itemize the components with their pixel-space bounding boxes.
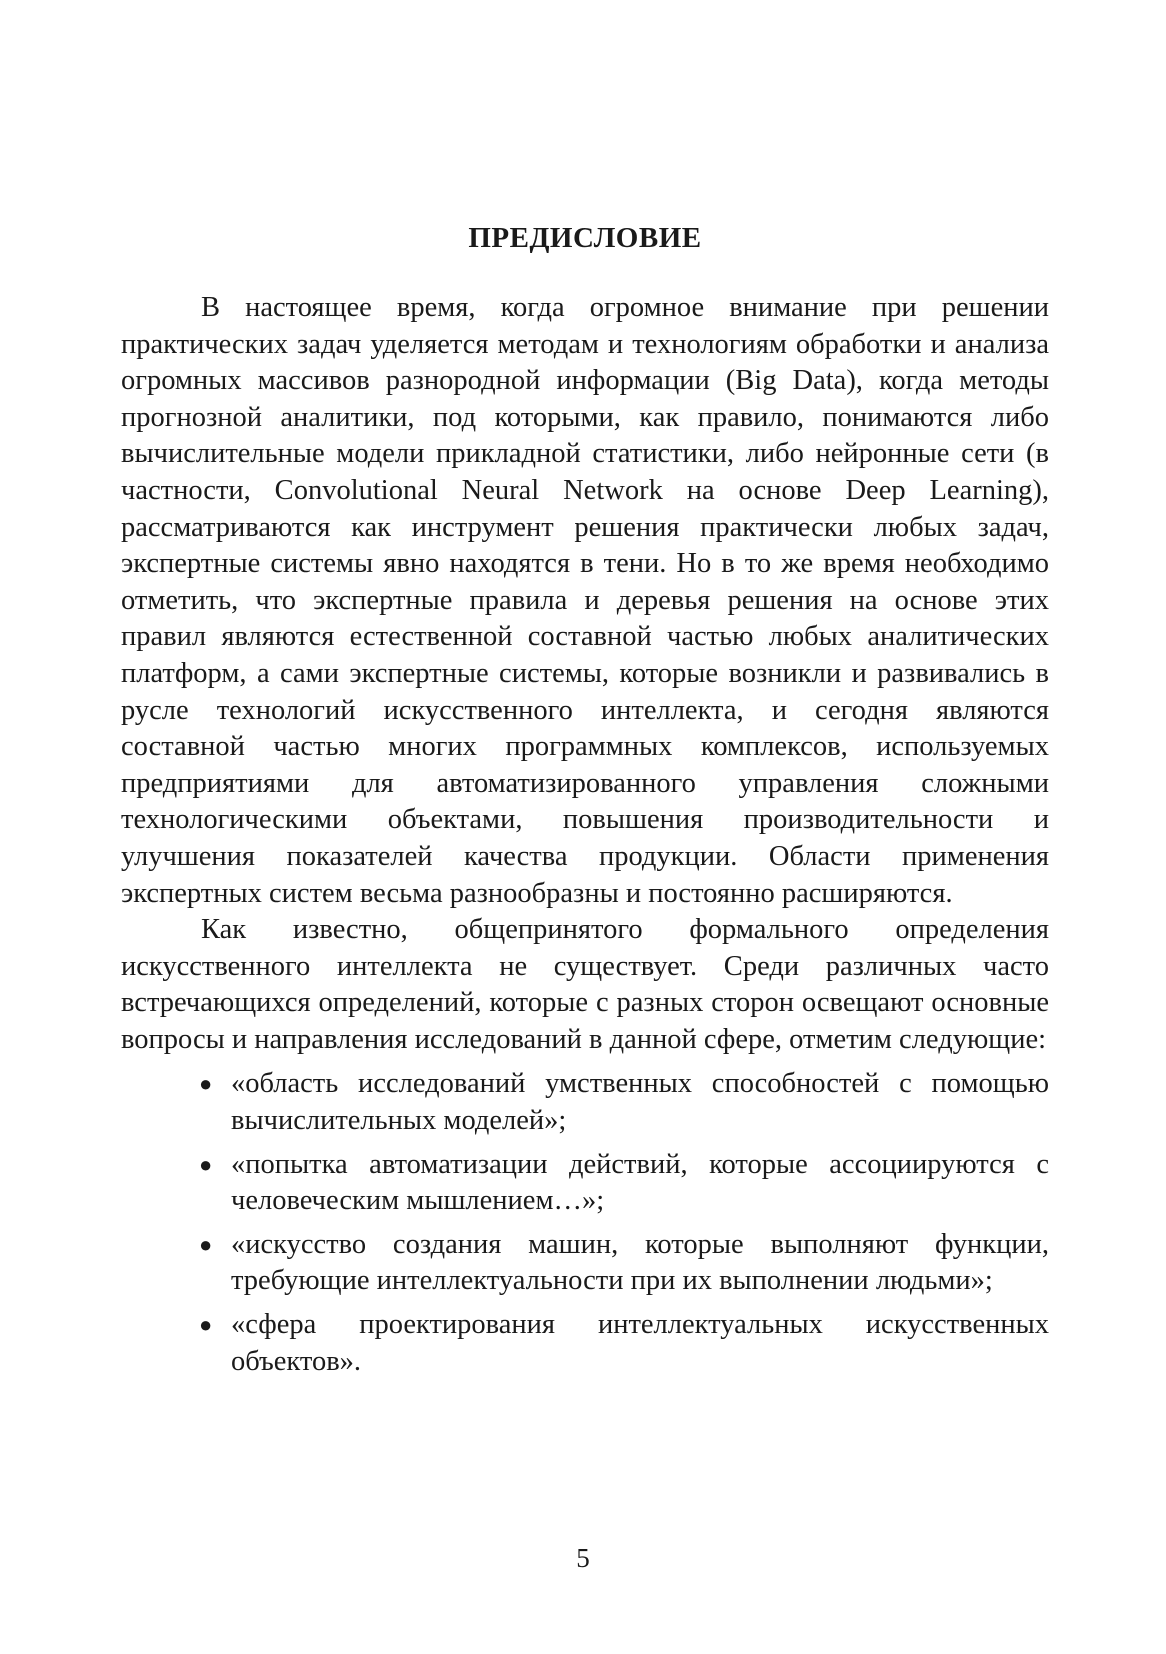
list-item-text: «попытка автоматизации действий, которые ассоциируются с человеческим мышлением…»; (231, 1148, 1049, 1217)
bullet-icon: ● (199, 1071, 213, 1097)
list-item-text: «область исследований умственных способностей с помощью вычислительных моделей»; (231, 1068, 1049, 1137)
page-body (121, 218, 1049, 1387)
list-item (199, 1307, 1049, 1380)
list-item (199, 1227, 1049, 1300)
list-item-text: «сфера проектирования интеллектуальных искусственных объектов». (231, 1309, 1049, 1377)
list-item (199, 1066, 1049, 1139)
bullet-icon: ● (199, 1312, 213, 1338)
bullet-icon: ● (199, 1151, 213, 1177)
definitions-list (121, 1066, 1049, 1380)
bullet-icon: ● (199, 1231, 213, 1257)
page-number: 5 (576, 1543, 590, 1573)
list-item-text: «искусство создания машин, которые выполняют функции, требующие интеллектуальности при их выполнении людьми»; (231, 1228, 1049, 1297)
page-title: ПРЕДИСЛОВИЕ (468, 222, 702, 254)
list-item (199, 1147, 1049, 1220)
paragraph-intro: В настоящее время, когда огромное внимание при решении практических задач уделяется методам и технологиям обработки и анализа огромных массивов разнородной информации (Big Data), когда методы прогнозной аналитики, под которыми, как правило, понимаются либо вычислительные модели прикладной статистики, либо нейронные сети (в частности, Convolutional Neural Network на основе Deep Learning), рассматриваются как инструмент решения практически любых задач, экспертные системы явно находятся в тени. Но в то же время необходимо отметить, что экспертные правила и деревья решения на основе этих правил являются естественной составной частью любых аналитических платформ, а сами экспертные системы, которые возникли и развивались в русле технологий искусственного интеллекта, и сегодня являются составной частью многих программных комплексов, используемых предприятиями для автоматизированного управления сложными технологическими объектами, повышения производительности и улучшения показателей качества продукции. Области применения экспертных систем весьма разнообразны и постоянно расширяются. (121, 292, 1049, 909)
paragraph-definitions: Как известно, общепринятого формального определения искусственного интеллекта не существует. Среди различных часто встречающихся определений, которые с разных сторон освещают основные вопросы и направления исследований в данной сфере, отметим следующие: (121, 914, 1049, 1055)
